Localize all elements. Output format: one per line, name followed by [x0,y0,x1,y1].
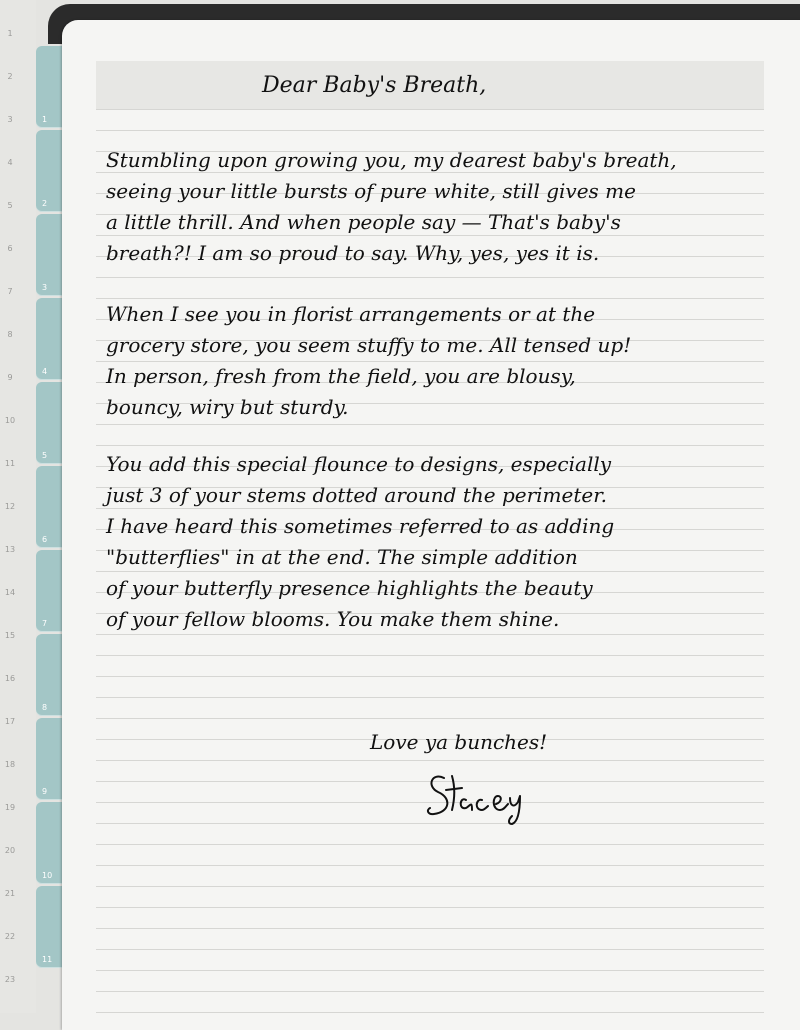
line-number: 15 [4,631,16,640]
line-number: 18 [4,760,16,769]
letter-line: "butterflies" in at the end. The simple addition [106,545,578,569]
line-number: 9 [7,373,13,382]
letter-line: bouncy, wiry but sturdy. [106,395,349,419]
ruled-line [96,844,764,845]
letter-line: In person, fresh from the field, you are blousy, [106,364,576,388]
section-tab-label: 9 [42,787,48,796]
line-number: 13 [4,545,16,554]
letter-line: grocery store, you seem stuffy to me. All tensed up! [106,333,632,357]
line-number: 6 [7,244,13,253]
letter-line: a little thrill. And when people say — That's baby's [106,210,621,234]
line-number: 2 [7,72,13,81]
ruled-line [96,655,764,656]
line-number: 16 [4,674,16,683]
ruled-line [96,865,764,866]
section-tab-label: 2 [42,199,48,208]
ruled-line [96,970,764,971]
line-number: 23 [4,975,16,984]
ruled-line [96,676,764,677]
line-number: 17 [4,717,16,726]
ruled-line [96,109,764,110]
letter-closing: Love ya bunches! [370,730,548,754]
section-tab-label: 7 [42,619,48,628]
line-number-gutter [0,0,36,1013]
letter-line: When I see you in florist arrangements or at the [106,302,596,326]
ruled-line [96,634,764,635]
section-tab-label: 5 [42,451,48,460]
section-tab-label: 4 [42,367,48,376]
ruled-line [96,361,764,362]
letter-line: breath?! I am so proud to say. Why, yes, yes it is. [106,241,600,265]
line-number: 22 [4,932,16,941]
ruled-line [96,130,764,131]
ruled-line [96,697,764,698]
section-tab-label: 3 [42,283,48,292]
line-number: 19 [4,803,16,812]
section-tab-label: 6 [42,535,48,544]
line-number: 14 [4,588,16,597]
section-tab-label: 8 [42,703,48,712]
notebook-page[interactable] [62,20,800,1030]
line-number: 20 [4,846,16,855]
line-number: 8 [7,330,13,339]
letter-line: just 3 of your stems dotted around the perimeter. [106,483,607,507]
handwritten-signature [422,766,532,828]
ruled-line [96,445,764,446]
ruled-line [96,508,764,509]
ruled-line [96,718,764,719]
line-number: 11 [4,459,16,468]
letter-line: You add this special flounce to designs, especially [106,452,612,476]
section-tab-label: 11 [42,955,53,964]
letter-line: of your fellow blooms. You make them shine. [106,607,560,631]
ruled-line [96,760,764,761]
line-number: 1 [7,29,13,38]
line-number: 5 [7,201,13,210]
line-number: 12 [4,502,16,511]
section-tab-label: 10 [42,871,53,880]
line-number: 10 [4,416,16,425]
section-tab-label: 1 [42,115,48,124]
ruled-line [96,277,764,278]
ruled-line [96,991,764,992]
line-number: 21 [4,889,16,898]
letter-line: seeing your little bursts of pure white, still gives me [106,179,636,203]
line-number: 4 [7,158,13,167]
ruled-line [96,886,764,887]
letter-line: of your butterfly presence highlights the beauty [106,576,593,600]
ruled-line [96,928,764,929]
letter-greeting: Dear Baby's Breath, [262,73,487,98]
ruled-line [96,235,764,236]
ruled-line [96,907,764,908]
letter-line: I have heard this sometimes referred to as adding [106,514,615,538]
ruled-line [96,949,764,950]
letter-line: Stumbling upon growing you, my dearest baby's breath, [106,148,677,172]
ruled-line [96,298,764,299]
ruled-line [96,571,764,572]
line-number: 7 [7,287,13,296]
ruled-line [96,172,764,173]
ruled-line [96,424,764,425]
line-number: 3 [7,115,13,124]
